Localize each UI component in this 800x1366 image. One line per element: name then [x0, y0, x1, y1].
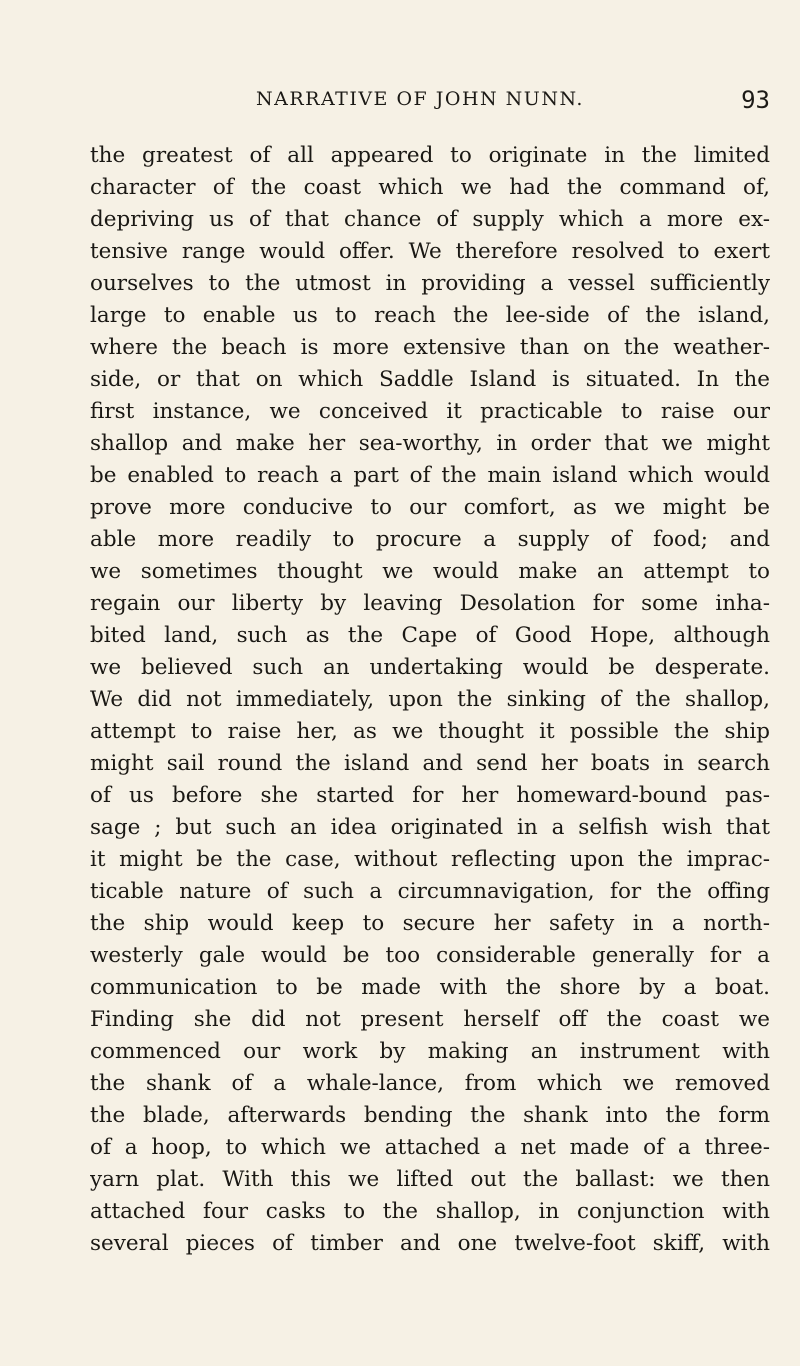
text-line: sage ; but such an idea originated in a selfish wish that	[90, 815, 770, 840]
text-line: yarn plat. With this we lifted out the ballast: we then	[90, 1167, 770, 1192]
text-line: bited land, such as the Cape of Good Hope, although	[90, 623, 770, 648]
text-line: of a hoop, to which we attached a net made of a three-	[90, 1135, 770, 1160]
text-line: of us before she started for her homeward-bound pas-	[90, 783, 770, 808]
text-line: the shank of a whale-lance, from which we removed	[90, 1071, 770, 1096]
text-line: the ship would keep to secure her safety in a north-	[90, 911, 770, 936]
text-line: we believed such an undertaking would be desperate.	[90, 655, 770, 680]
text-line: the blade, afterwards bending the shank into the form	[90, 1103, 770, 1128]
text-line: where the beach is more extensive than on the weather-	[90, 335, 770, 360]
text-line: communication to be made with the shore by a boat.	[90, 975, 770, 1000]
text-line: prove more conducive to our comfort, as we might be	[90, 495, 770, 520]
text-line: shallop and make her sea-worthy, in order that we might	[90, 431, 770, 456]
text-line: large to enable us to reach the lee-side of the island,	[90, 303, 770, 328]
text-line: able more readily to procure a supply of food; and	[90, 527, 770, 552]
text-line: we sometimes thought we would make an attempt to	[90, 559, 770, 584]
running-head	[0, 88, 800, 118]
text-line: attempt to raise her, as we thought it possible the ship	[90, 719, 770, 744]
text-line: character of the coast which we had the command of,	[90, 175, 770, 200]
text-line: tensive range would offer. We therefore resolved to exert	[90, 239, 770, 264]
text-line: side, or that on which Saddle Island is situated. In the	[90, 367, 770, 392]
running-title: NARRATIVE OF JOHN NUNN.	[256, 88, 584, 110]
text-line: ticable nature of such a circumnavigation, for the offing	[90, 879, 770, 904]
text-line: ourselves to the utmost in providing a vessel sufficiently	[90, 271, 770, 296]
text-line: attached four casks to the shallop, in conjunction with	[90, 1199, 770, 1224]
page-number: 93	[741, 86, 770, 114]
text-line: depriving us of that chance of supply which a more ex-	[90, 207, 770, 232]
text-line: the greatest of all appeared to originate in the limited	[90, 143, 770, 168]
text-line: several pieces of timber and one twelve-foot skiff, with	[90, 1231, 770, 1256]
text-line: We did not immediately, upon the sinking of the shallop,	[90, 687, 770, 712]
text-line: be enabled to reach a part of the main island which would	[90, 463, 770, 488]
text-line: first instance, we conceived it practicable to raise our	[90, 399, 770, 424]
text-line: westerly gale would be too considerable generally for a	[90, 943, 770, 968]
text-line: might sail round the island and send her boats in search	[90, 751, 770, 776]
text-line: commenced our work by making an instrument with	[90, 1039, 770, 1064]
text-line: regain our liberty by leaving Desolation for some inha-	[90, 591, 770, 616]
text-line: it might be the case, without reflecting upon the imprac-	[90, 847, 770, 872]
text-line: Finding she did not present herself off the coast we	[90, 1007, 770, 1032]
body-text	[90, 140, 770, 1260]
